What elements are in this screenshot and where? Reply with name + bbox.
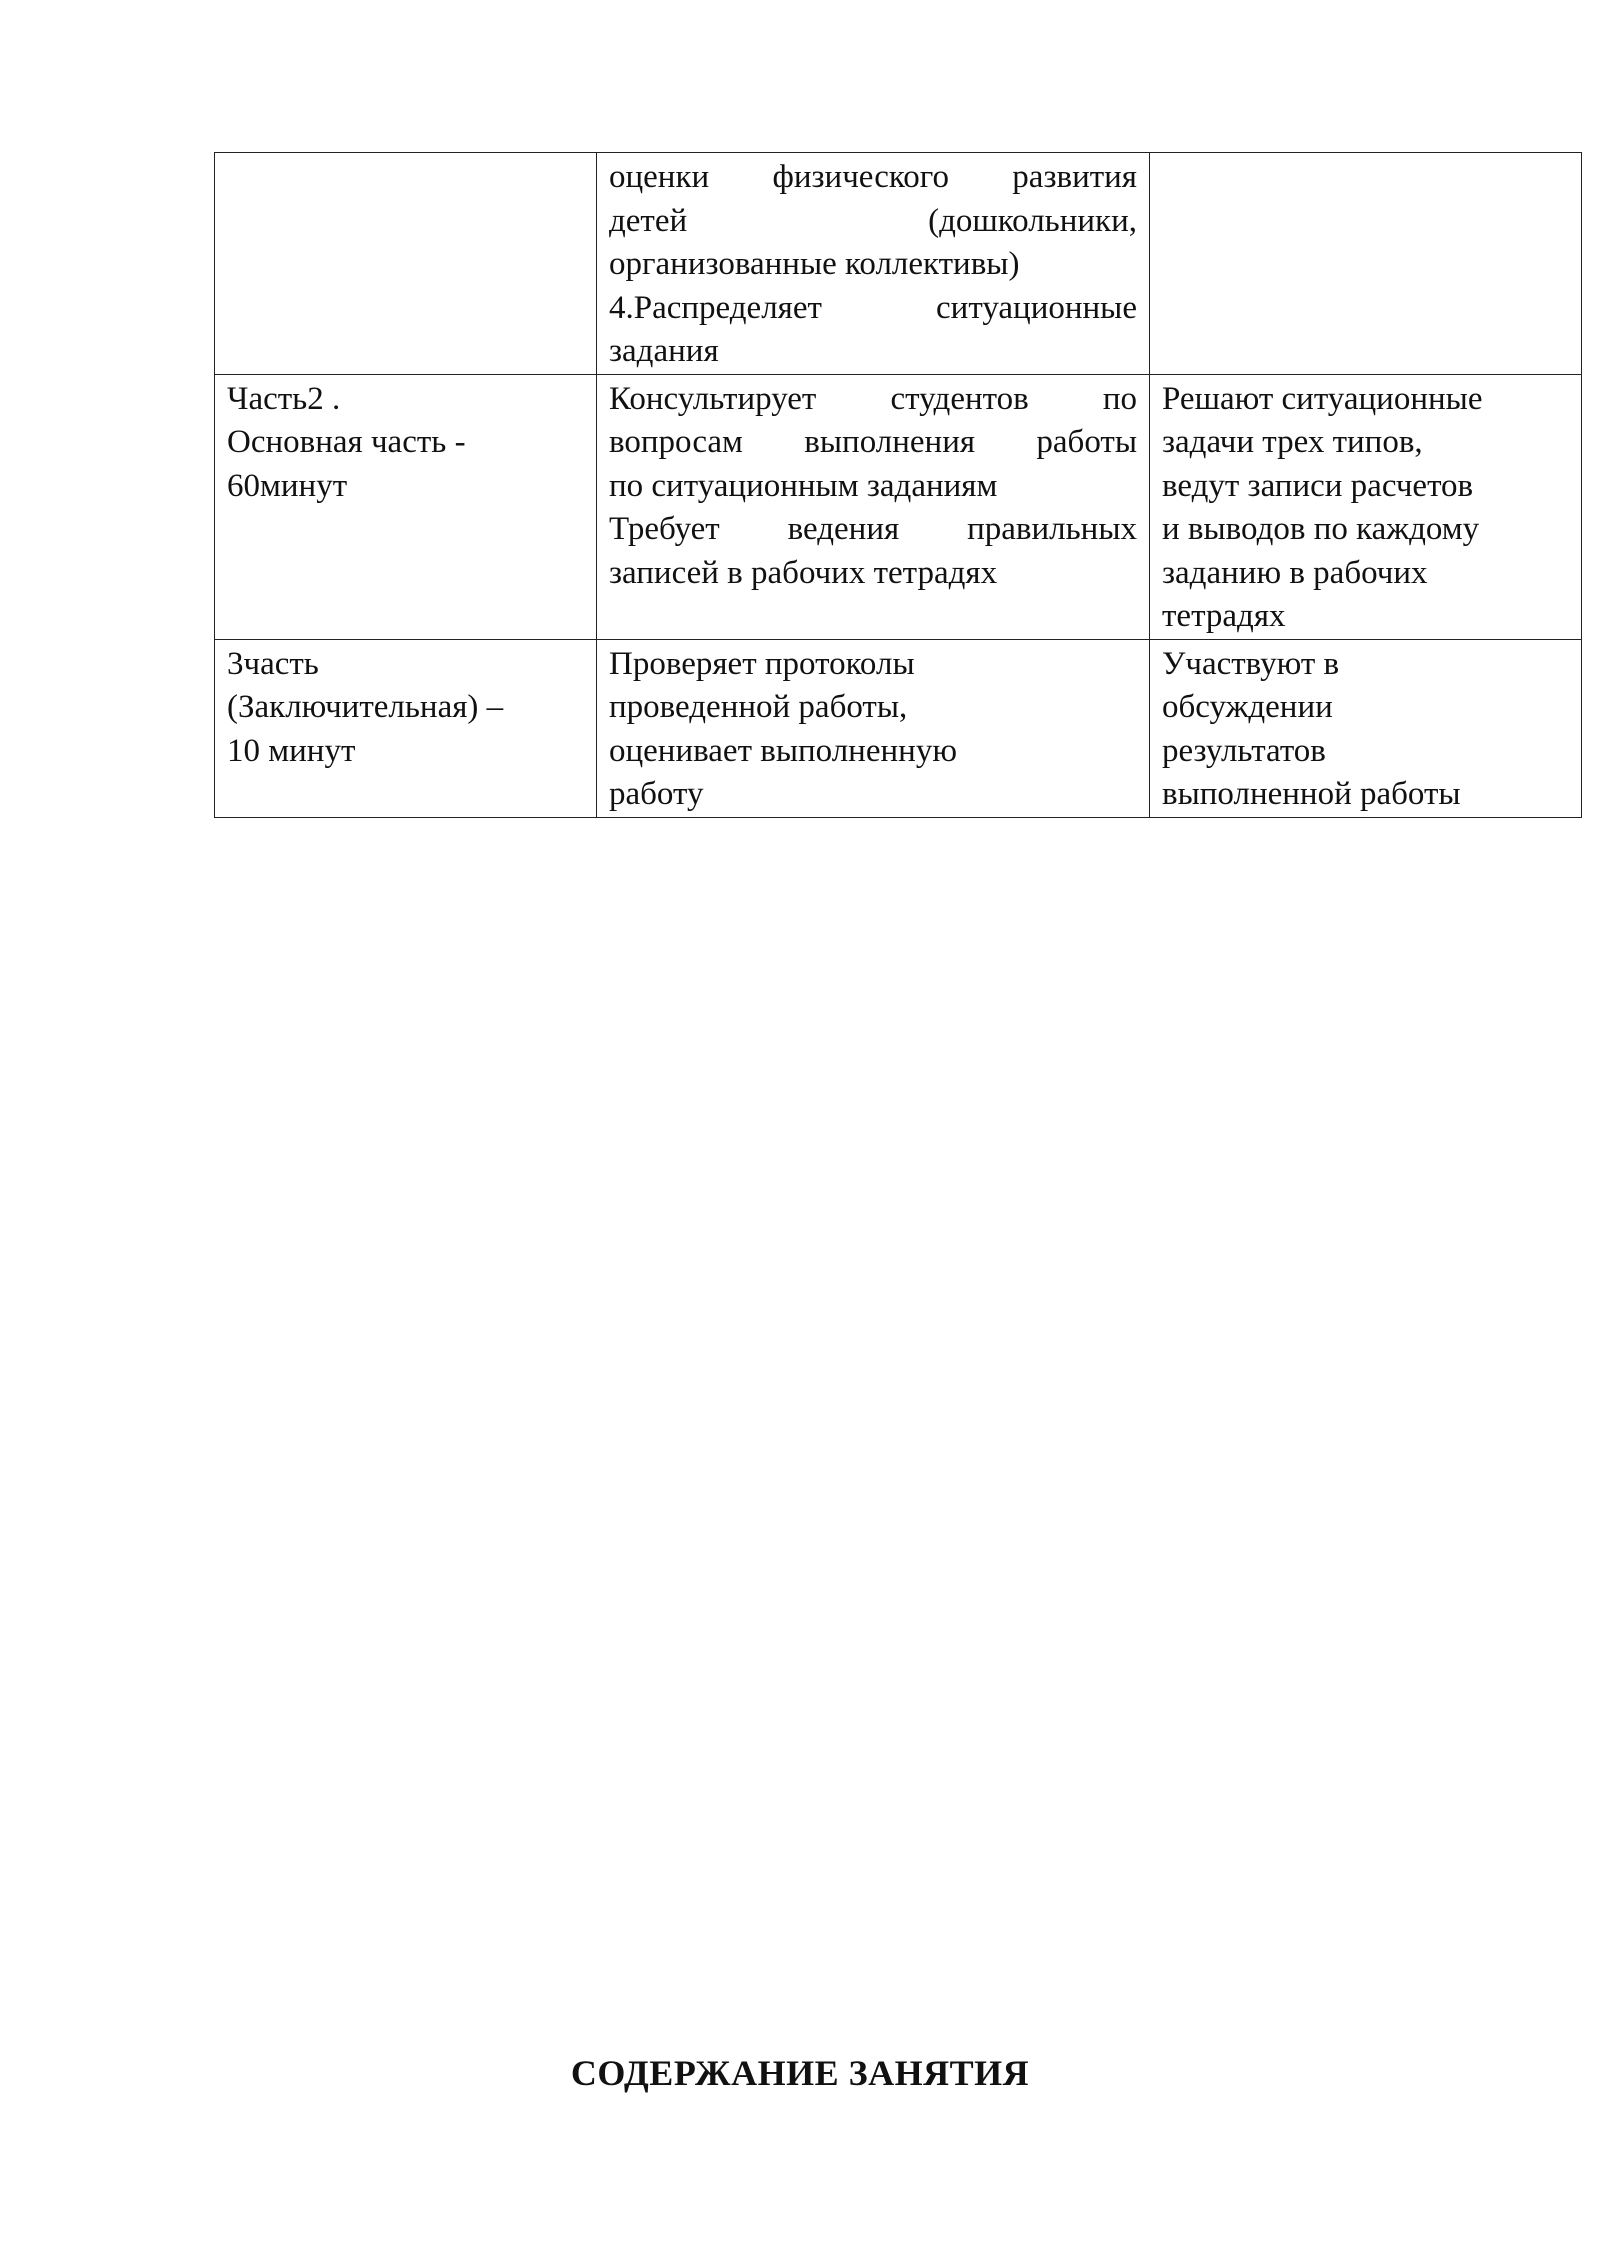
cell-text-line: Консультирует студентов по	[609, 380, 1137, 417]
table-cell-stage	[215, 153, 597, 375]
cell-text-line: Проверяет протоколы	[609, 645, 915, 682]
cell-text-line: 4.Распределяет ситуационные	[609, 289, 1137, 326]
cell-text-line: Требует ведения правильных	[609, 511, 1137, 547]
cell-text-line: выполненной работы	[1162, 776, 1461, 812]
cell-text-line: ведут записи расчетов	[1162, 467, 1474, 504]
cell-text-line: заданию в рабочих	[1162, 554, 1428, 591]
table-cell-teacher-activity	[597, 153, 1150, 375]
cell-text-line: оценивает выполненную	[609, 732, 957, 769]
cell-text-line: Основная часть -	[227, 424, 466, 460]
cell-text-line: Участвуют в	[1162, 645, 1340, 682]
cell-text-line: 60минут	[227, 467, 348, 504]
cell-text-line: записей в рабочих тетрадях	[609, 554, 998, 591]
section-heading: СОДЕРЖАНИЕ ЗАНЯТИЯ	[570, 2053, 1030, 2093]
table-cell-teacher-activity	[597, 639, 1150, 817]
cell-text-line: организованные коллективы)	[609, 246, 1020, 282]
table-cell-teacher-activity	[597, 374, 1150, 639]
table-cell-student-activity	[1150, 639, 1582, 817]
table-row	[215, 639, 1582, 817]
cell-text-line: вопросам выполнения работы	[609, 424, 1137, 460]
cell-text-line: Решают ситуационные	[1162, 380, 1483, 417]
cell-text-line: обсуждении	[1162, 689, 1333, 725]
lesson-plan-table	[214, 152, 1582, 818]
cell-text-line: по ситуационным заданиям	[609, 467, 998, 504]
table-row	[215, 153, 1582, 375]
cell-text-line: результатов	[1162, 732, 1326, 769]
cell-text-line: работу	[609, 776, 704, 812]
cell-text-line: (Заключительная) –	[227, 689, 504, 725]
cell-text-line: задачи трех типов,	[1162, 424, 1423, 460]
table-cell-stage	[215, 374, 597, 639]
cell-text-line: Часть2 .	[227, 380, 341, 417]
cell-text-line: задания	[609, 333, 719, 369]
cell-text-line: 3часть	[227, 645, 319, 682]
table-row	[215, 374, 1582, 639]
table-cell-student-activity	[1150, 153, 1582, 375]
cell-text-line: оценки физического развития	[609, 159, 1137, 195]
table-cell-stage	[215, 639, 597, 817]
cell-text-line: тетрадях	[1162, 598, 1286, 634]
cell-text-line: детей (дошкольники,	[609, 202, 1137, 239]
cell-text-line: 10 минут	[227, 732, 356, 769]
table-cell-student-activity	[1150, 374, 1582, 639]
cell-text-line: проведенной работы,	[609, 689, 908, 725]
cell-text-line: и выводов по каждому	[1162, 511, 1480, 547]
